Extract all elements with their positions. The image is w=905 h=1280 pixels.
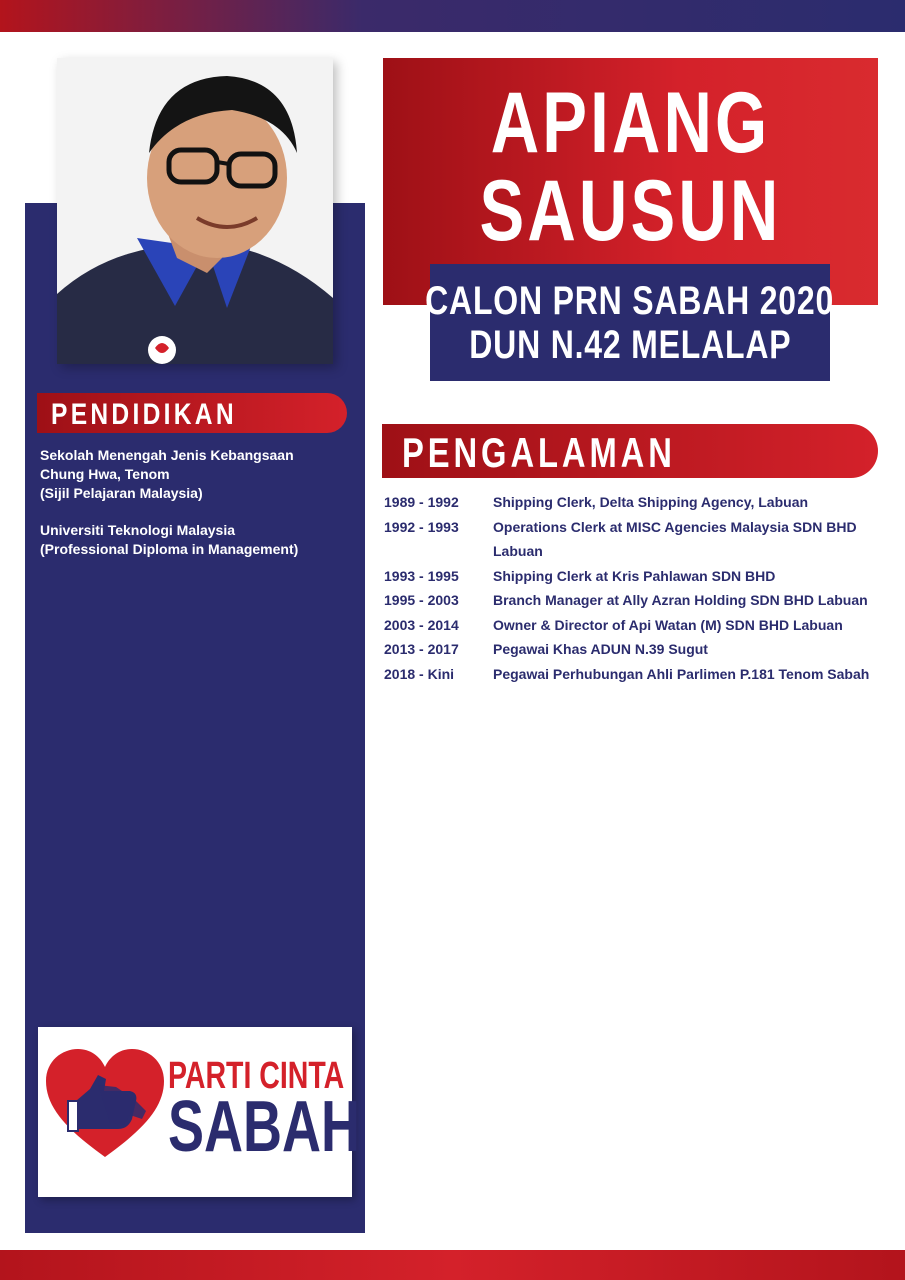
experience-years: 1989 - 1992 (384, 494, 459, 510)
education-list (40, 446, 358, 577)
experience-heading (382, 424, 878, 478)
candidate-photo (57, 58, 333, 364)
experience-years: 1993 - 1995 (384, 567, 459, 584)
education-line: (Sijil Pelajaran Malaysia) (40, 485, 203, 501)
education-heading (37, 393, 347, 433)
experience-years: 2018 - Kini (384, 665, 455, 682)
experience-row (384, 490, 884, 515)
experience-row (384, 662, 884, 687)
experience-description: Pegawai Perhubungan Ahli Parlimen P.181 Tenom Sabah (493, 665, 870, 682)
education-line: Sekolah Menengah Jenis Kebangsaan (40, 447, 294, 463)
education-line: Chung Hwa, Tenom (40, 466, 170, 482)
education-item (40, 446, 358, 503)
logo-text-parti-cinta: PARTI CINTA (168, 1055, 345, 1097)
education-line: (Professional Diploma in Management) (40, 541, 299, 557)
experience-description: Shipping Clerk at Kris Pahlawan SDN BHD (493, 567, 776, 584)
experience-row (384, 515, 884, 564)
experience-description: Branch Manager at Ally Azran Holding SDN BHD Labuan (493, 592, 868, 608)
logo-text-sabah: SABAH (168, 1087, 361, 1167)
experience-list (384, 490, 884, 686)
bottom-decorative-bar (0, 1250, 905, 1280)
experience-description: Owner & Director of Api Watan (M) SDN BHD Labuan (493, 616, 843, 633)
candidate-first-name: APIANG (490, 75, 771, 171)
education-item (40, 521, 358, 559)
candidate-subtitle-block (425, 264, 835, 381)
party-logo (38, 1027, 361, 1197)
experience-description: Shipping Clerk, Delta Shipping Agency, Labuan (493, 494, 809, 510)
experience-years: 1995 - 2003 (384, 592, 459, 608)
experience-description: Pegawai Khas ADUN N.39 Sugut (493, 641, 708, 657)
subtitle-election: CALON PRN SABAH 2020 (425, 278, 835, 323)
experience-row (384, 564, 884, 589)
heart-thumbs-up-icon (46, 1049, 164, 1161)
experience-row (384, 613, 884, 638)
subtitle-constituency: DUN N.42 MELALAP (468, 322, 792, 367)
experience-years: 1992 - 1993 (384, 518, 459, 535)
experience-years: 2013 - 2017 (384, 641, 459, 657)
experience-heading-label: PENGALAMAN (402, 429, 676, 476)
experience-row (384, 637, 884, 662)
education-line: Universiti Teknologi Malaysia (40, 522, 236, 538)
top-decorative-bar (0, 0, 905, 32)
education-heading-label: PENDIDIKAN (51, 398, 237, 431)
experience-years: 2003 - 2014 (384, 616, 459, 633)
candidate-last-name: SAUSUN (479, 163, 782, 259)
experience-row (384, 588, 884, 613)
experience-description: Operations Clerk at MISC Agencies Malaysia SDN BHD Labuan (493, 518, 857, 559)
